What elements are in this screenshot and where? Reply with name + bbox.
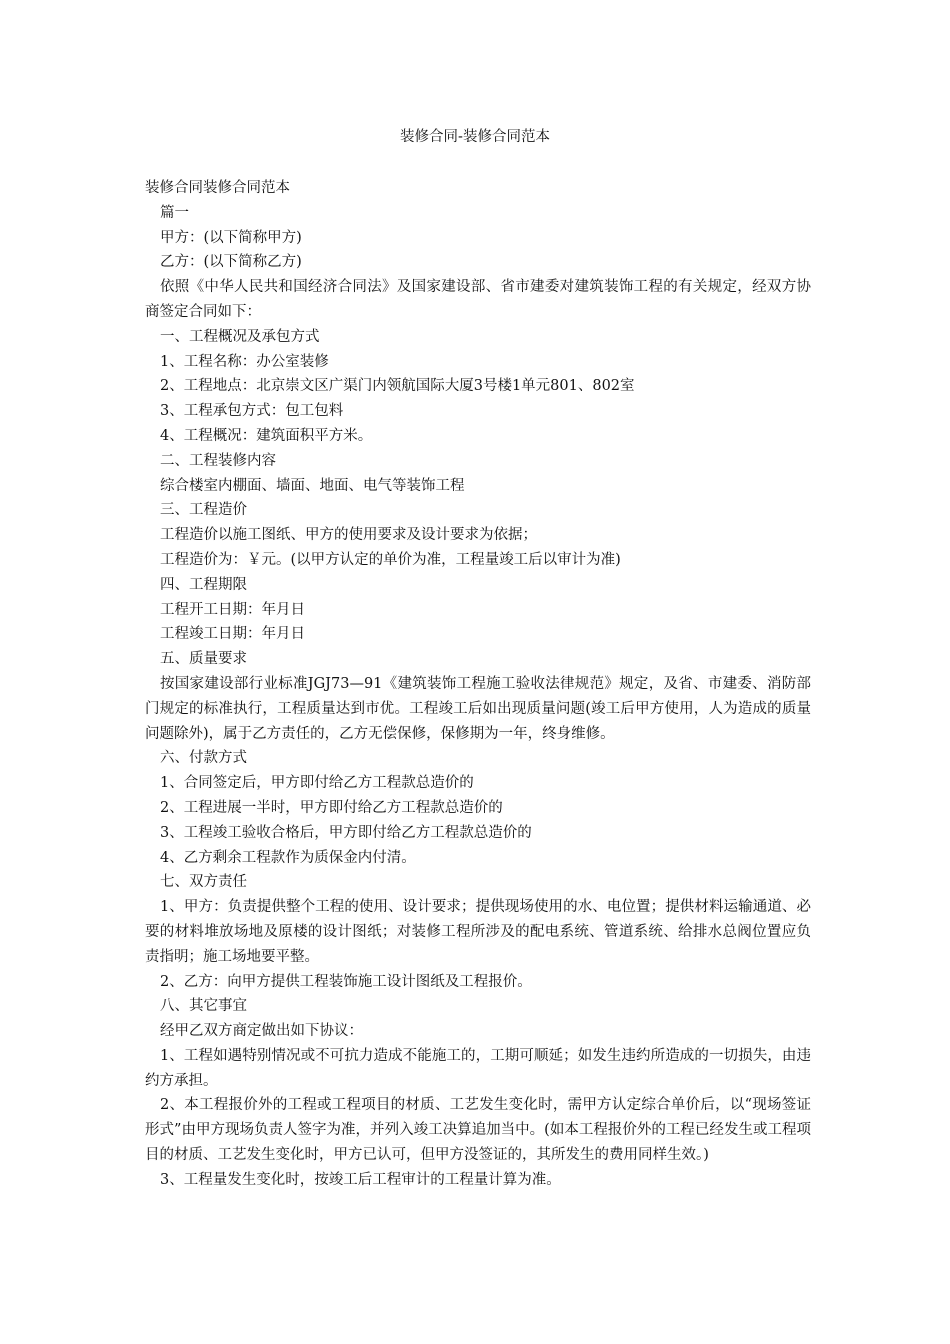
clause-item: 经甲乙双方商定做出如下协议： (160, 1023, 363, 1040)
clause-item: 综合楼室内棚面、墙面、地面、电气等装饰工程 (160, 477, 465, 494)
clause-item: 工程造价以施工图纸、甲方的使用要求及设计要求为依据； (160, 527, 537, 544)
preamble-paragraph: 依照《中华人民共和国经济合同法》及国家建设部、省市建委对建筑装饰工程的有关规定，经双方协商签定合同如下： (145, 279, 811, 320)
clause-heading-1: 一、工程概况及承包方式 (160, 328, 320, 345)
clause-heading-3: 三、工程造价 (160, 502, 247, 519)
clause-heading-5: 五、质量要求 (160, 651, 247, 668)
clause-heading-2: 二、工程装修内容 (160, 452, 276, 469)
force-majeure-paragraph: 1、工程如遇特别情况或不可抗力造成不能施工的，工期可顺延；如发生违约所造成的一切损失，由违约方承担。 (145, 1047, 811, 1089)
clause-heading-6: 六、付款方式 (160, 750, 247, 767)
clause-item: 2、工程地点：北京崇文区广渠门内领航国际大厦3号楼1单元801、802室 (160, 378, 635, 395)
clause-item: 工程竣工日期：年月日 (160, 626, 305, 643)
party-b-line: 乙方：(以下简称乙方) (160, 254, 302, 271)
clause-item: 2、工程进展一半时，甲方即付给乙方工程款总造价的 (160, 799, 503, 816)
document-heading: 装修合同装修合同范本 (145, 180, 290, 196)
clause-item: 工程开工日期：年月日 (160, 601, 305, 618)
clause-heading-4: 四、工程期限 (160, 576, 247, 593)
clause-item: 工程造价为：￥元。(以甲方认定的单价为准，工程量竣工后以审计为准) (160, 551, 621, 568)
party-a-duty-paragraph: 1、甲方：负责提供整个工程的使用、设计要求；提供现场使用的水、电位置；提供材料运输通道、必要的材料堆放场地及原楼的设计图纸；对装修工程所涉及的配电系统、管道系统、给排水总阀位置应负责指明；施工场地要平整。 (145, 899, 811, 965)
clause-item: 4、工程概况：建筑面积平方米。 (160, 427, 373, 444)
document-body (145, 176, 811, 1193)
clause-item: 1、工程名称：办公室装修 (160, 353, 329, 370)
party-a-line: 甲方：(以下简称甲方) (160, 229, 302, 246)
clause-item: 1、合同签定后，甲方即付给乙方工程款总造价的 (160, 775, 474, 792)
quality-paragraph: 按国家建设部行业标准JGJ73—91《建筑装饰工程施工验收法律规范》规定，及省、市建委、消防部门规定的标准执行，工程质量达到市优。工程竣工后如出现质量问题(竣工后甲方使用，人为造成的质量问题除外)，属于乙方责任的，乙方无偿保修，保修期为一年，终身维修。 (145, 675, 811, 742)
clause-heading-8: 八、其它事宜 (160, 998, 247, 1015)
clause-item: 3、工程承包方式：包工包料 (160, 403, 344, 420)
section-label: 篇一 (160, 204, 189, 221)
document-title: 装修合同-装修合同范本 (400, 129, 550, 145)
clause-item: 3、工程量发生变化时，按竣工后工程审计的工程量计算为准。 (160, 1171, 561, 1188)
clause-item: 2、乙方：向甲方提供工程装饰施工设计图纸及工程报价。 (160, 973, 532, 990)
variation-paragraph: 2、本工程报价外的工程或工程项目的材质、工艺发生变化时，需甲方认定综合单价后，以“现场签证形式”由甲方现场负责人签字为准，并列入竣工决算追加当中。(如本工程报价外的工程已经发生或工程项目的材质、工艺发生变化时，甲方已认可，但甲方没签证的，其所发生的费用同样生效。) (145, 1097, 811, 1164)
clause-item: 3、工程竣工验收合格后，甲方即付给乙方工程款总造价的 (160, 824, 532, 841)
clause-item: 4、乙方剩余工程款作为质保金内付清。 (160, 849, 416, 866)
clause-heading-7: 七、双方责任 (160, 874, 247, 891)
